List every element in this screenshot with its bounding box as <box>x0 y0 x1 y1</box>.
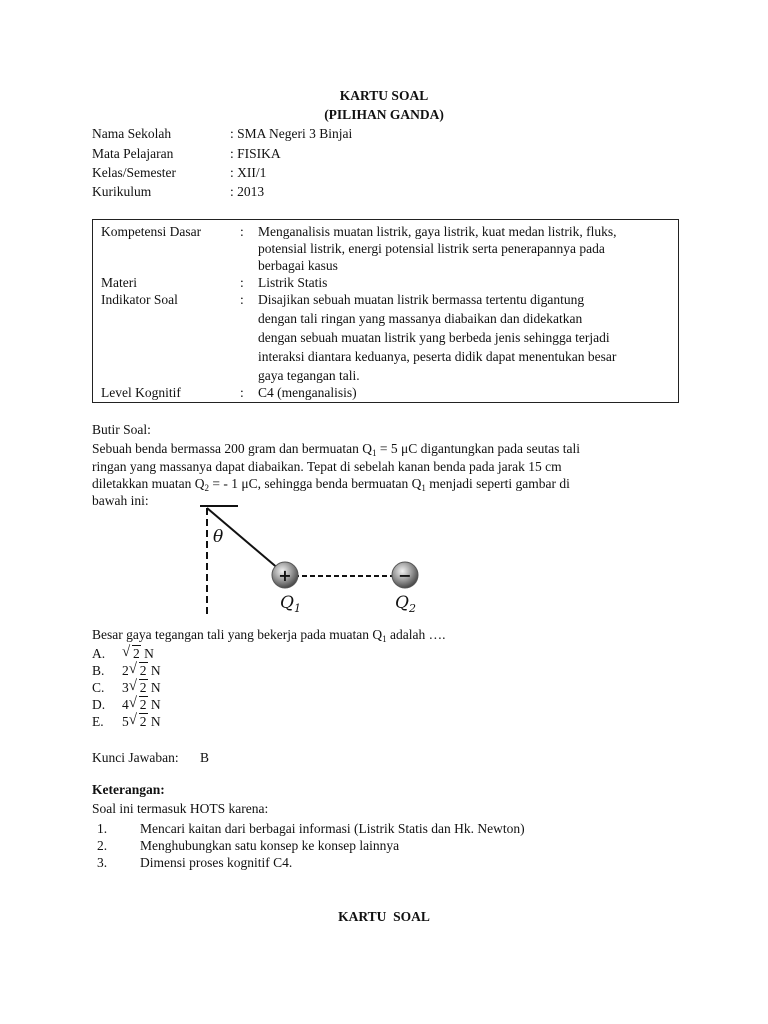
question-line-2: ringan yang massanya dapat diabaikan. Tepat di sebelah kanan benda pada jarak 15 cm <box>92 459 562 474</box>
option-a-letter: A. <box>92 646 106 661</box>
identity-label-subject: Mata Pelajaran <box>92 146 174 161</box>
option-b-value: 2 √ 2 N <box>122 661 161 678</box>
indikator-line-3: dengan sebuah muatan listrik yang berbeda jenis sehingga terjadi <box>258 330 610 345</box>
option-d-value: 4 √ 2 N <box>122 695 161 712</box>
indikator-line-2: dengan tali ringan yang massanya diabaikan dan didekatkan <box>258 311 583 326</box>
kd-line-2: potensial listrik, energi potensial listrik serta penerapannya pada <box>258 241 605 256</box>
notes-intro: Soal ini termasuk HOTS karena: <box>92 801 269 816</box>
identity-value-subject: : FISIKA <box>230 146 281 161</box>
question-line-4: bawah ini: <box>92 493 149 508</box>
option-c-letter: C. <box>92 680 105 695</box>
question-prompt: Besar gaya tegangan tali yang bekerja pada muatan $Q_1$ adalah …. <box>92 627 446 644</box>
option-e-letter: E. <box>92 714 104 729</box>
option-c-value: 3 √ 2 N <box>122 678 161 695</box>
notes-item-2-text: Menghubungkan satu konsep ke konsep lainnya <box>140 838 400 853</box>
kd-line-3: berbagai kasus <box>258 258 338 273</box>
charge-q2-sign: − <box>398 566 412 585</box>
kd-label: Kompetensi Dasar <box>101 224 202 239</box>
q1-label-sub: 1 <box>294 602 301 615</box>
card-subtitle: (PILIHAN GANDA) <box>324 107 444 122</box>
materi-label: Materi <box>101 275 137 290</box>
kd-line-1: Menganalisis muatan listrik, gaya listrik, kuat medan listrik, fluks, <box>258 224 617 239</box>
level-value: C4 (menganalisis) <box>258 385 357 400</box>
card-title: KARTU SOAL <box>339 88 429 103</box>
notes-title: Keterangan: <box>92 782 165 797</box>
question-line-3: diletakkan muatan $Q_2$ = - 1 μC, sehingga benda bermuatan $Q_1$ menjadi seperti gambar di <box>92 476 570 493</box>
identity-value-class: : XII/1 <box>230 165 267 180</box>
answer-value: B <box>200 750 210 765</box>
kd-colon: : <box>240 224 244 239</box>
notes-item-3-num: 3. <box>97 855 108 870</box>
theta-label: θ <box>213 527 224 547</box>
indikator-label: Indikator Soal <box>101 292 178 307</box>
option-d-letter: D. <box>92 697 106 712</box>
identity-label-curriculum: Kurikulum <box>92 184 152 199</box>
materi-value: Listrik Statis <box>258 275 328 290</box>
q2-label-sub: 2 <box>409 602 416 615</box>
indikator-line-1: Disajikan sebuah muatan listrik bermassa tertentu digantung <box>258 292 585 307</box>
indikator-colon: : <box>240 292 244 307</box>
notes-item-3-text: Dimensi proses kognitif C4. <box>140 855 293 870</box>
notes-item-1-num: 1. <box>97 821 108 836</box>
level-colon: : <box>240 385 244 400</box>
question-line-1: Sebuah benda bermassa 200 gram dan bermuatan $Q_1 = 5$ μC digantungkan pada seutas tali <box>92 441 580 458</box>
next-card-title: KARTU SOAL <box>338 909 430 924</box>
level-label: Level Kognitif <box>101 385 181 400</box>
q2-label: Q <box>395 593 409 613</box>
indikator-line-5: gaya tegangan tali. <box>258 368 360 383</box>
indikator-line-4: interaksi diantara keduanya, peserta didik dapat menentukan besar <box>258 349 617 364</box>
option-e-value: 5 √ 2 N <box>122 712 161 729</box>
identity-value-school: : SMA Negeri 3 Binjai <box>230 126 353 141</box>
butir-label: Butir Soal: <box>92 422 151 437</box>
answer-label: Kunci Jawaban: <box>92 750 179 765</box>
identity-label-class: Kelas/Semester <box>92 165 176 180</box>
option-a-value: √ 2 N <box>122 644 154 661</box>
identity-value-curriculum: : 2013 <box>230 184 265 199</box>
option-b-letter: B. <box>92 663 105 678</box>
charge-q1-sign: + <box>278 566 292 585</box>
notes-item-2-num: 2. <box>97 838 108 853</box>
q1-label: Q <box>280 593 294 613</box>
notes-item-1-text: Mencari kaitan dari berbagai informasi (Listrik Statis dan Hk. Newton) <box>140 821 525 836</box>
pendulum-figure <box>180 500 440 618</box>
materi-colon: : <box>240 275 244 290</box>
identity-label-school: Nama Sekolah <box>92 126 172 141</box>
